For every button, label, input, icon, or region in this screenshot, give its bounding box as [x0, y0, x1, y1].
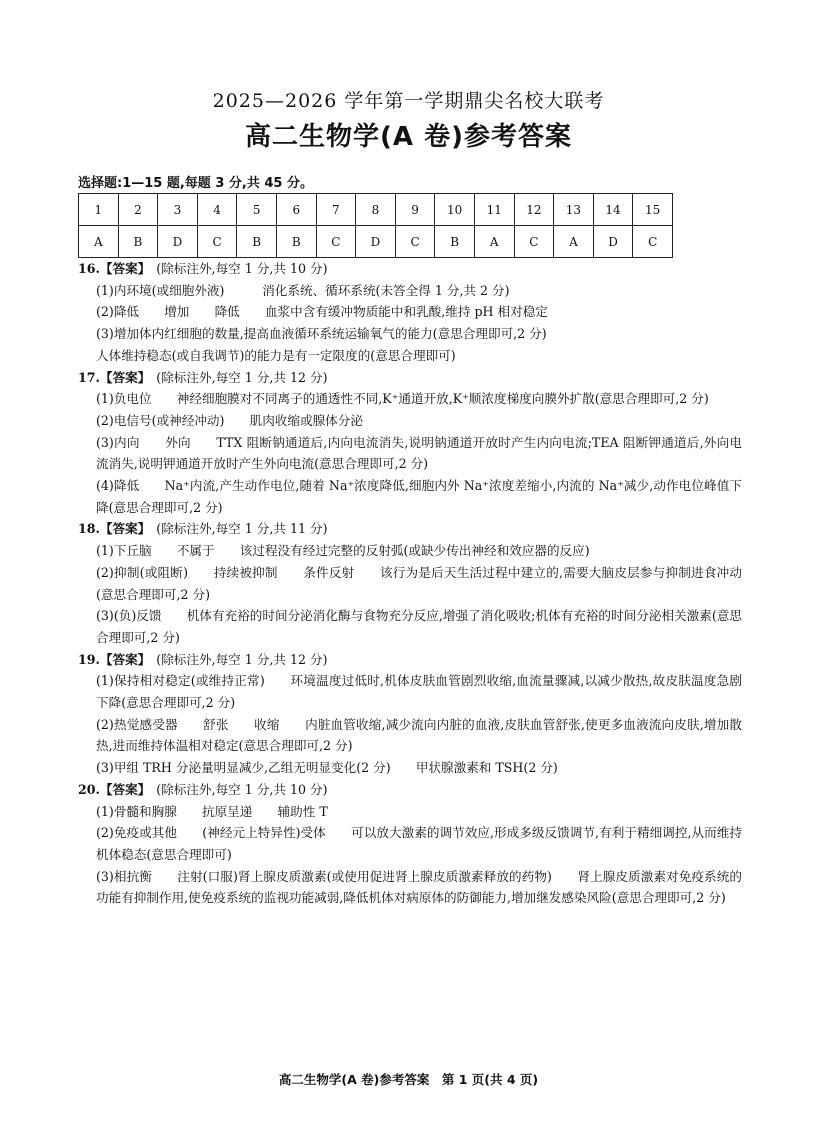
question-block [78, 518, 742, 648]
answer-line: (3)内向 外向 TTX 阻断钠通道后,内向电流消失,说明钠通道开放时产生内向电流;TEA 阻断钾通道后,外向电流消失,说明钾通道开放时产生外向电流(意思合理即可,2 分) [96, 434, 742, 472]
answer-cell: C [395, 226, 435, 258]
answer-line: (2)热觉感受器 舒张 收缩 内脏血管收缩,减少流向内脏的血液,皮肤血管舒张,使更多血液流向皮肤,增加散热,进而维持体温相对稳定(意思合理即可,2 分) [96, 716, 742, 754]
answer-cell: C [514, 226, 554, 258]
question-number: 16. [78, 261, 100, 276]
answer-cell: D [593, 226, 633, 258]
short-answer-section [78, 258, 742, 909]
answer-line: 人体维持稳态(或自我调节)的能力是有一定限度的(意思合理即可) [96, 347, 456, 363]
question-number-cell: 11 [474, 194, 514, 226]
answer-line: (1)骨髓和胸腺 抗原呈递 辅助性 T [96, 803, 328, 819]
answer-tag: 【答案】 [99, 651, 151, 667]
answer-cell: B [435, 226, 475, 258]
answer-cell: C [197, 226, 237, 258]
answer-cell: A [474, 226, 514, 258]
answer-line: (2)免疫或其他 (神经元上特异性)受体 可以放大激素的调节效应,形成多级反馈调节,有利于精细调控,从而维持机体稳态(意思合理即可) [96, 825, 742, 862]
question-number-cell: 12 [514, 194, 554, 226]
question-number-cell: 15 [633, 194, 673, 226]
answer-line: (1)下丘脑 不属于 该过程没有经过完整的反射弧(或缺少传出神经和效应器的反应) [96, 543, 590, 559]
question-number-cell: 7 [316, 194, 356, 226]
answer-line: (3)增加体内红细胞的数量,提高血液循环系统运输氧气的能力(意思合理即可,2 分) [96, 326, 547, 342]
answer-line: (3)甲组 TRH 分泌量明显减少,乙组无明显变化(2 分) 甲状腺激素和 TSH(2 分) [96, 760, 558, 776]
answer-line: (1)负电位 神经细胞膜对不同离子的通透性不同,K⁺通道开放,K⁺顺浓度梯度向膜外扩散(意思合理即可,2 分) [96, 391, 709, 407]
question-number-row [79, 194, 673, 226]
scoring-note: (除标注外,每空 1 分,共 10 分) [156, 261, 328, 276]
question-number: 18. [78, 521, 100, 537]
scoring-note: (除标注外,每空 1 分,共 12 分) [156, 651, 328, 667]
choice-answer-table [78, 193, 673, 258]
answer-row [79, 226, 673, 258]
answer-line: (2)抑制(或阻断) 持续被抑制 条件反射 该行为是后天生活过程中建立的,需要大脑皮层参与抑制进食冲动(意思合理即可,2 分) [96, 564, 742, 602]
answer-tag: 【答案】 [99, 781, 151, 797]
question-header [78, 258, 742, 280]
question-number-cell: 13 [554, 194, 594, 226]
answer-line: (3)相抗衡 注射(口服)肾上腺皮质激素(或使用促进肾上腺皮质激素释放的药物) 肾上腺皮质激素对免疫系统的功能有抑制作用,使免疫系统的监视功能减弱,降低机体对病原体的防御能力,增加继发感染风险(意思合理即可,2 分) [96, 868, 742, 906]
question-block [78, 779, 742, 909]
answer-key-title: 高二生物学(A 卷)参考答案 [245, 122, 572, 152]
exam-title: 2025—2026 学年第一学期鼎尖名校大联考 [212, 90, 605, 112]
question-number-cell: 9 [395, 194, 435, 226]
answer-line: (1)内环境(或细胞外液) 消化系统、循环系统(未答全得 1 分,共 2 分) [96, 282, 510, 298]
answer-cell: C [633, 226, 673, 258]
scoring-note: (除标注外,每空 1 分,共 10 分) [156, 781, 328, 797]
question-number-cell: 5 [237, 194, 277, 226]
answer-cell: A [79, 226, 119, 258]
answer-line: (1)保持相对稳定(或维持正常) 环境温度过低时,机体皮肤血管剧烈收缩,血流量骤减,以减少散热,故皮肤温度急剧下降(意思合理即可,2 分) [96, 673, 742, 711]
question-block [78, 258, 742, 367]
answer-line: (2)降低 增加 降低 血浆中含有缓冲物质能中和乳酸,维持 pH 相对稳定 [96, 304, 548, 320]
choice-section-intro: 选择题:1—15 题,每题 3 分,共 45 分。 [78, 176, 313, 191]
question-number-cell: 4 [197, 194, 237, 226]
question-header [78, 779, 742, 801]
answer-tag: 【答案】 [99, 261, 151, 276]
question-number-cell: 8 [356, 194, 396, 226]
question-number: 20. [78, 781, 100, 797]
question-number-cell: 10 [435, 194, 475, 226]
question-header [78, 367, 742, 389]
answer-cell: B [237, 226, 277, 258]
answer-tag: 【答案】 [99, 521, 151, 537]
answer-line: (4)降低 Na⁺内流,产生动作电位,随着 Na⁺浓度降低,细胞内外 Na⁺浓度差缩小,内流的 Na⁺减少,动作电位峰值下降(意思合理即可,2 分) [96, 478, 742, 515]
page-footer: 高二生物学(A 卷)参考答案 第 1 页(共 4 页) [278, 1072, 539, 1087]
scoring-note: (除标注外,每空 1 分,共 12 分) [156, 369, 328, 385]
question-number-cell: 14 [593, 194, 633, 226]
answer-tag: 【答案】 [99, 369, 151, 385]
question-number-cell: 2 [118, 194, 158, 226]
answer-line: (2)电信号(或神经冲动) 肌肉收缩或腺体分泌 [96, 412, 363, 428]
question-number: 19. [78, 651, 100, 667]
answer-cell: A [554, 226, 594, 258]
question-header [78, 518, 742, 540]
question-number: 17. [78, 369, 100, 385]
question-number-cell: 6 [276, 194, 316, 226]
question-number-cell: 1 [79, 194, 119, 226]
answer-cell: C [316, 226, 356, 258]
question-number-cell: 3 [158, 194, 198, 226]
answer-cell: D [356, 226, 396, 258]
answer-line: (3)(负)反馈 机体有充裕的时间分泌消化酶与食物充分反应,增强了消化吸收;机体有充裕的时间分泌相关激素(意思合理即可,2 分) [96, 608, 742, 645]
question-header [78, 649, 742, 671]
question-block [78, 367, 742, 519]
scoring-note: (除标注外,每空 1 分,共 11 分) [156, 521, 328, 537]
answer-cell: B [118, 226, 158, 258]
answer-cell: D [158, 226, 198, 258]
question-block [78, 649, 742, 779]
answer-cell: B [276, 226, 316, 258]
